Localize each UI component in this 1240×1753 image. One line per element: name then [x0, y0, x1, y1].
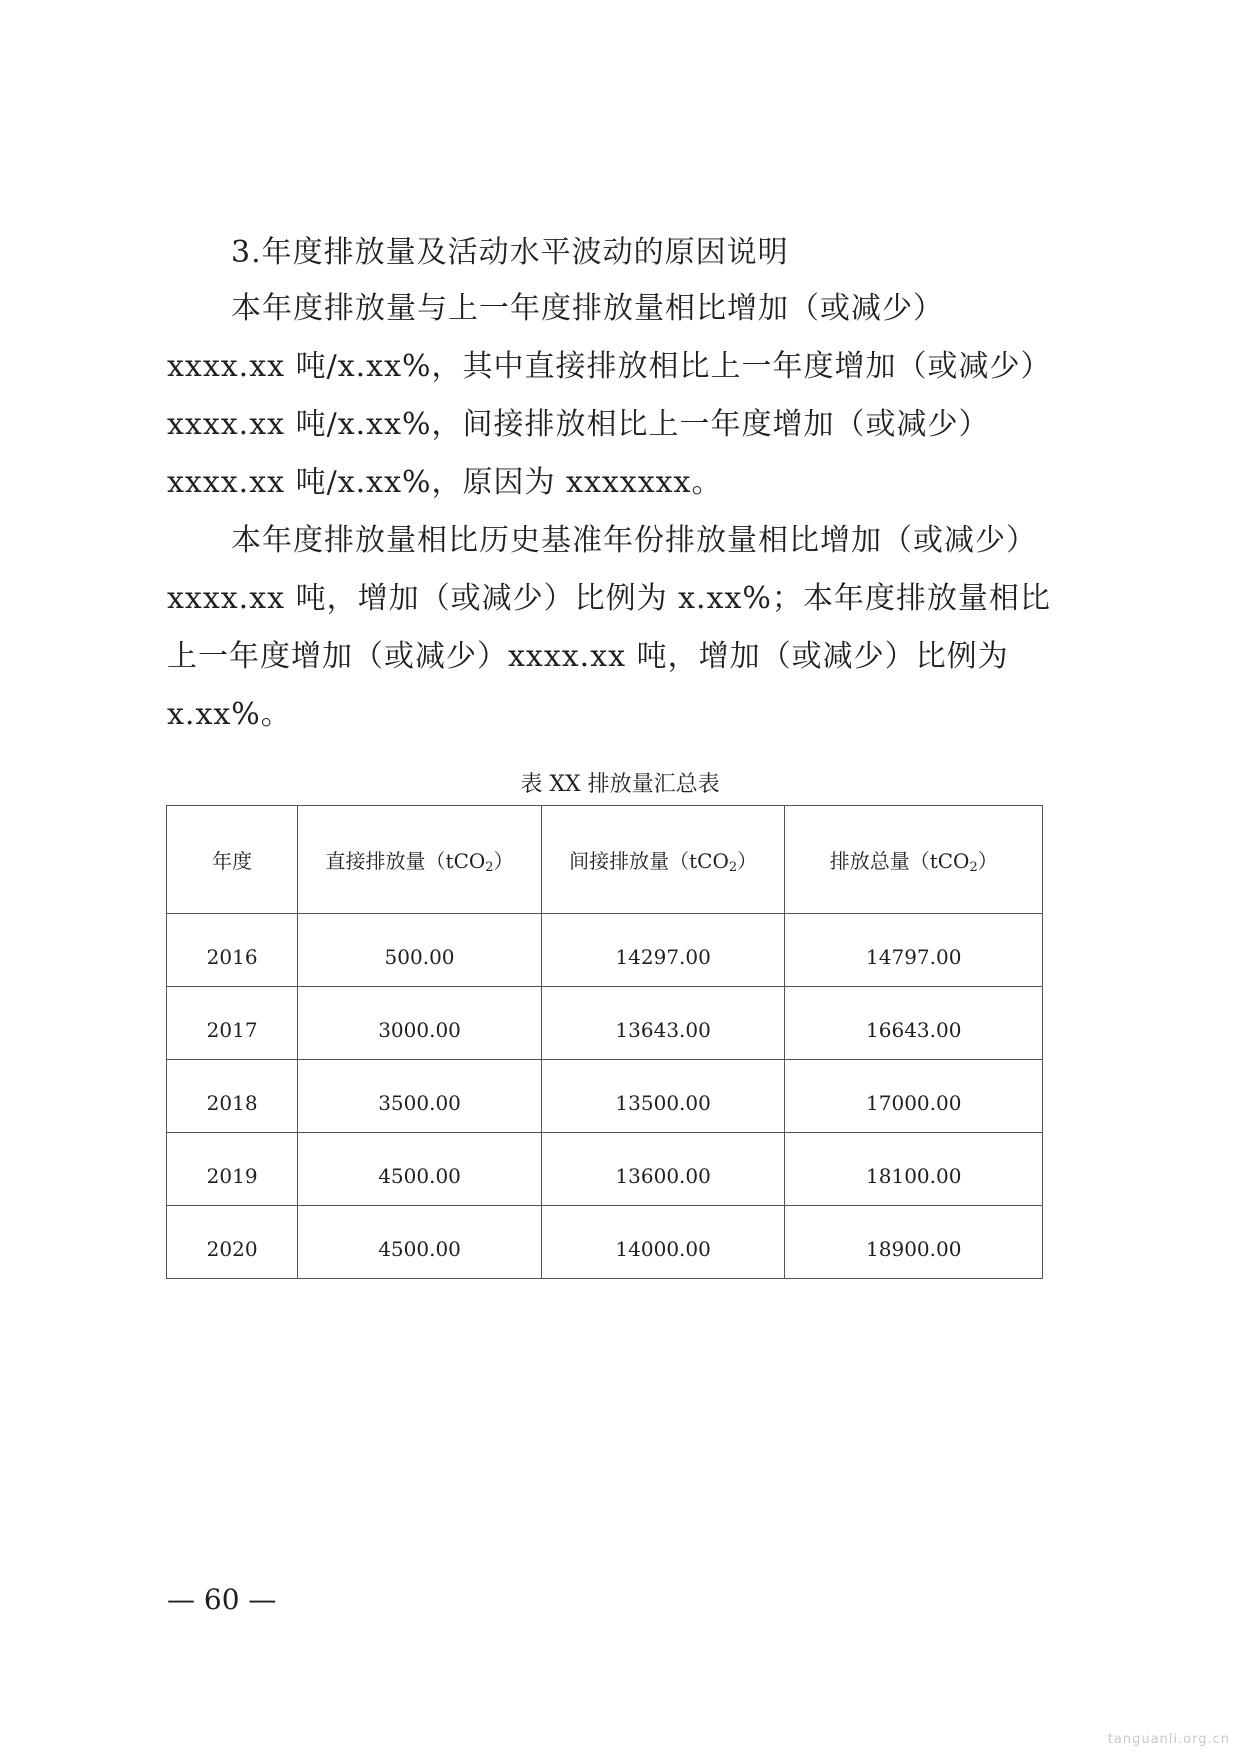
paragraph-line: 本年度排放量相比历史基准年份排放量相比增加（或减少） — [231, 523, 1037, 558]
emissions-summary-table — [166, 805, 1043, 1279]
header-suffix: ） — [977, 848, 998, 873]
cell-total: 17000.00 — [785, 1060, 1043, 1133]
cell-direct: 500.00 — [298, 914, 542, 987]
cell-year: 2019 — [167, 1133, 298, 1206]
cell-indirect: 13643.00 — [541, 987, 785, 1060]
subscript-2: 2 — [969, 859, 978, 875]
paragraph-line: 本年度排放量与上一年度排放量相比增加（或减少） — [231, 291, 944, 326]
table-row — [167, 1206, 1043, 1279]
table-row — [167, 987, 1043, 1060]
table-row — [167, 1133, 1043, 1206]
section-heading: 3.年度排放量及活动水平波动的原因说明 — [231, 235, 789, 270]
cell-indirect: 14000.00 — [541, 1206, 785, 1279]
paragraph-line: 上一年度增加（或减少）xxxx.xx 吨，增加（或减少）比例为 — [167, 639, 1009, 674]
header-total-emissions — [785, 806, 1043, 914]
table-header-row — [167, 806, 1043, 914]
header-year: 年度 — [167, 806, 298, 914]
cell-year: 2017 — [167, 987, 298, 1060]
paragraph-baseline-comparison — [167, 512, 1122, 744]
watermark: tanguanli.org.cn — [1107, 1732, 1230, 1747]
header-suffix: ） — [493, 848, 514, 873]
paragraph-line: x.xx%。 — [167, 697, 292, 732]
table-row — [167, 1060, 1043, 1133]
table-row — [167, 914, 1043, 987]
paragraph-line: xxxx.xx 吨/x.xx%，间接排放相比上一年度增加（或减少） — [167, 407, 990, 442]
header-indirect-label: 间接排放量（tCO — [569, 848, 729, 873]
cell-indirect: 14297.00 — [541, 914, 785, 987]
subscript-2: 2 — [728, 859, 738, 875]
cell-direct: 3000.00 — [298, 987, 542, 1060]
cell-direct: 4500.00 — [298, 1133, 542, 1206]
cell-direct: 4500.00 — [298, 1206, 542, 1279]
header-total-label: 排放总量（tCO — [829, 848, 970, 873]
cell-direct: 3500.00 — [298, 1060, 542, 1133]
paragraph-line: xxxx.xx 吨/x.xx%，其中直接排放相比上一年度增加（或减少） — [167, 349, 1052, 384]
cell-indirect: 13600.00 — [541, 1133, 785, 1206]
cell-indirect: 13500.00 — [541, 1060, 785, 1133]
paragraph-line: xxxx.xx 吨，增加（或减少）比例为 x.xx%；本年度排放量相比 — [167, 581, 1051, 616]
paragraph-line: xxxx.xx 吨/x.xx%，原因为 xxxxxxx。 — [167, 465, 723, 500]
subscript-2: 2 — [485, 859, 494, 875]
header-direct-label: 直接排放量（tCO — [325, 848, 486, 873]
cell-total: 16643.00 — [785, 987, 1043, 1060]
header-suffix: ） — [737, 848, 758, 873]
table-caption: 表 XX 排放量汇总表 — [520, 772, 720, 797]
cell-year: 2020 — [167, 1206, 298, 1279]
cell-year: 2016 — [167, 914, 298, 987]
cell-year: 2018 — [167, 1060, 298, 1133]
cell-total: 14797.00 — [785, 914, 1043, 987]
paragraph-year-over-year — [167, 280, 1122, 512]
cell-total: 18900.00 — [785, 1206, 1043, 1279]
header-indirect-emissions — [541, 806, 785, 914]
cell-total: 18100.00 — [785, 1133, 1043, 1206]
header-direct-emissions — [298, 806, 542, 914]
page-number: — 60 — — [167, 1583, 277, 1616]
